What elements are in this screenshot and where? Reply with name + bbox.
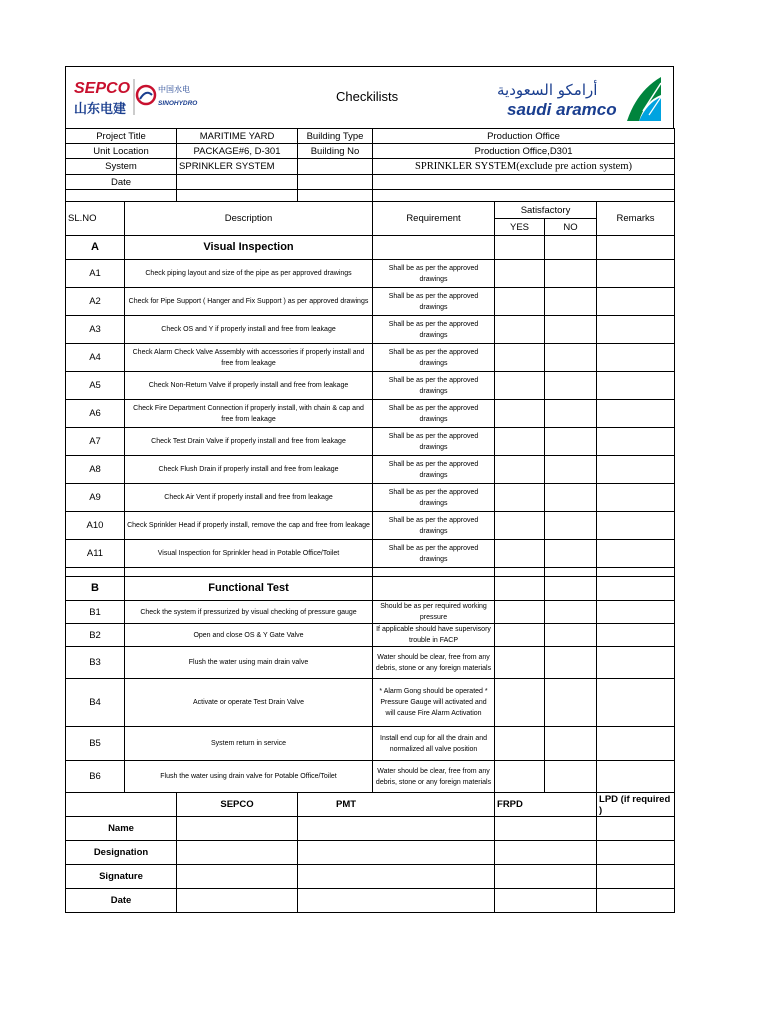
empty-cell: [597, 236, 675, 260]
item-description: Check Flush Drain if properly install and free from leakage: [125, 456, 373, 484]
project-title-value: MARITIME YARD: [177, 129, 298, 144]
system-label: System: [66, 159, 177, 175]
checklist-row: [66, 679, 675, 727]
remarks-cell[interactable]: [597, 647, 675, 679]
item-requirement: Shall be as per the approved drawings: [373, 456, 495, 484]
item-id: A8: [66, 456, 125, 484]
item-id: A3: [66, 316, 125, 344]
signoff-row-label: Designation: [66, 841, 177, 865]
checklist-row: [66, 316, 675, 344]
remarks-cell[interactable]: [597, 484, 675, 512]
empty-cell: [495, 577, 545, 601]
item-requirement: Shall be as per the approved drawings: [373, 372, 495, 400]
yes-cell[interactable]: [495, 624, 545, 647]
spacer-cell: [125, 568, 373, 577]
section-a-rows: [66, 260, 675, 568]
date-label: Date: [66, 175, 177, 190]
unit-location-value: PACKAGE#6, D-301: [177, 144, 298, 159]
col-header-no: NO: [545, 219, 597, 236]
system-blank: [298, 159, 373, 175]
system-value: SPRINKLER SYSTEM: [177, 159, 298, 175]
remarks-cell[interactable]: [597, 288, 675, 316]
spacer-cell: [495, 568, 545, 577]
yes-cell[interactable]: [495, 372, 545, 400]
checklist-row: [66, 761, 675, 793]
checklist-row: [66, 260, 675, 288]
item-requirement: If applicable should have supervisory trouble in FACP: [373, 624, 495, 647]
section-b-title: Functional Test: [125, 577, 373, 601]
yes-cell[interactable]: [495, 400, 545, 428]
remarks-cell[interactable]: [597, 456, 675, 484]
signoff-row-label: Date: [66, 889, 177, 913]
date-value[interactable]: [177, 175, 298, 190]
signoff-field[interactable]: [298, 817, 495, 841]
date-blank-wide: [373, 175, 675, 190]
item-requirement: Shall be as per the approved drawings: [373, 512, 495, 540]
no-cell[interactable]: [545, 679, 597, 727]
checklist-row: [66, 512, 675, 540]
signoff-field[interactable]: [298, 865, 495, 889]
spacer-cell: [177, 190, 298, 202]
item-id: A4: [66, 344, 125, 372]
checklist-row: [66, 428, 675, 456]
item-requirement: Shall be as per the approved drawings: [373, 288, 495, 316]
svg-text:SINOHYDRO: SINOHYDRO: [158, 100, 198, 107]
item-description: Activate or operate Test Drain Valve: [125, 679, 373, 727]
remarks-cell[interactable]: [597, 260, 675, 288]
item-id: B2: [66, 624, 125, 647]
signoff-field[interactable]: [298, 841, 495, 865]
no-cell[interactable]: [545, 260, 597, 288]
remarks-cell[interactable]: [597, 428, 675, 456]
item-description: Check OS and Y if properly install and free from leakage: [125, 316, 373, 344]
yes-cell[interactable]: [495, 428, 545, 456]
item-description: Check Test Drain Valve if properly install and free from leakage: [125, 428, 373, 456]
no-cell[interactable]: [545, 624, 597, 647]
building-no-label: Building No: [298, 144, 373, 159]
col-header-requirement: Requirement: [373, 202, 495, 236]
item-description: System return in service: [125, 727, 373, 761]
checklist-row: [66, 400, 675, 428]
item-requirement: Shall be as per the approved drawings: [373, 540, 495, 568]
svg-text:saudi aramco: saudi aramco: [507, 100, 617, 119]
system-description: SPRINKLER SYSTEM(exclude pre action system): [373, 159, 675, 175]
item-description: Check for Pipe Support ( Hanger and Fix Support ) as per approved drawings: [125, 288, 373, 316]
no-cell[interactable]: [545, 761, 597, 793]
item-requirement: Install end cup for all the drain and normalized all valve position: [373, 727, 495, 761]
item-requirement: Water should be clear, free from any debris, stone or any foreign materials: [373, 647, 495, 679]
spacer-cell: [545, 568, 597, 577]
signoff-field[interactable]: [597, 817, 675, 841]
checklist-row: [66, 647, 675, 679]
svg-text:أرامكو السعودية: أرامكو السعودية: [497, 81, 598, 99]
item-id: B1: [66, 601, 125, 624]
item-requirement: Shall be as per the approved drawings: [373, 344, 495, 372]
signoff-field[interactable]: [597, 889, 675, 913]
item-description: Visual Inspection for Sprinkler head in Potable Office/Toilet: [125, 540, 373, 568]
checklist-row: [66, 484, 675, 512]
yes-cell[interactable]: [495, 647, 545, 679]
signoff-party: FRPD: [495, 793, 597, 817]
empty-cell: [545, 236, 597, 260]
item-id: A2: [66, 288, 125, 316]
section-b-rows: [66, 601, 675, 793]
no-cell[interactable]: [545, 540, 597, 568]
item-requirement: Shall be as per the approved drawings: [373, 400, 495, 428]
item-description: Check Fire Department Connection if properly install, with chain & cap and free from leakage: [125, 400, 373, 428]
checklist-row: [66, 372, 675, 400]
item-id: B3: [66, 647, 125, 679]
no-cell[interactable]: [545, 372, 597, 400]
signoff-field[interactable]: [177, 889, 298, 913]
no-cell[interactable]: [545, 316, 597, 344]
item-id: A10: [66, 512, 125, 540]
signoff-row: [66, 865, 675, 889]
sepco-sinohydro-logo: [72, 75, 202, 119]
remarks-cell[interactable]: [597, 679, 675, 727]
item-id: A11: [66, 540, 125, 568]
section-a-letter: A: [66, 236, 125, 260]
no-cell[interactable]: [545, 512, 597, 540]
item-description: Open and close OS & Y Gate Valve: [125, 624, 373, 647]
remarks-cell[interactable]: [597, 540, 675, 568]
no-cell[interactable]: [545, 727, 597, 761]
signoff-field[interactable]: [495, 889, 597, 913]
item-id: B4: [66, 679, 125, 727]
item-id: A7: [66, 428, 125, 456]
item-description: Flush the water using main drain valve: [125, 647, 373, 679]
signoff-field[interactable]: [597, 841, 675, 865]
item-id: B6: [66, 761, 125, 793]
signoff-row: [66, 817, 675, 841]
item-id: B5: [66, 727, 125, 761]
item-description: Check Alarm Check Valve Assembly with accessories if properly install and free from leakage: [125, 344, 373, 372]
document-title: Checkilists: [336, 89, 399, 104]
checklist-sheet: [65, 66, 674, 913]
signoff-field[interactable]: [495, 841, 597, 865]
col-header-remarks: Remarks: [597, 202, 675, 236]
no-cell[interactable]: [545, 601, 597, 624]
spacer-cell: [597, 568, 675, 577]
signoff-field[interactable]: [597, 865, 675, 889]
remarks-cell[interactable]: [597, 400, 675, 428]
item-description: Check Sprinkler Head if properly install, remove the cap and free from leakage: [125, 512, 373, 540]
yes-cell[interactable]: [495, 260, 545, 288]
yes-cell[interactable]: [495, 484, 545, 512]
item-requirement: Shall be as per the approved drawings: [373, 316, 495, 344]
signoff-party: LPD (if required ): [597, 793, 675, 817]
no-cell[interactable]: [545, 428, 597, 456]
signoff-row: [66, 889, 675, 913]
remarks-cell[interactable]: [597, 372, 675, 400]
remarks-cell[interactable]: [597, 761, 675, 793]
checklist-row: [66, 624, 675, 647]
signoff-field[interactable]: [177, 817, 298, 841]
yes-cell[interactable]: [495, 288, 545, 316]
spacer-cell: [66, 190, 177, 202]
section-a-title: Visual Inspection: [125, 236, 373, 260]
checklist-row: [66, 456, 675, 484]
item-requirement: Shall be as per the approved drawings: [373, 428, 495, 456]
remarks-cell[interactable]: [597, 601, 675, 624]
item-description: Check Air Vent if properly install and free from leakage: [125, 484, 373, 512]
item-description: Flush the water using drain valve for Potable Office/Toilet: [125, 761, 373, 793]
spacer-cell: [373, 568, 495, 577]
building-type-label: Building Type: [298, 129, 373, 144]
signoff-field[interactable]: [495, 817, 597, 841]
yes-cell[interactable]: [495, 679, 545, 727]
date-blank: [298, 175, 373, 190]
yes-cell[interactable]: [495, 316, 545, 344]
signoff-field[interactable]: [177, 841, 298, 865]
checklist-row: [66, 540, 675, 568]
col-header-description: Description: [125, 202, 373, 236]
item-id: A6: [66, 400, 125, 428]
empty-cell: [495, 236, 545, 260]
remarks-cell[interactable]: [597, 316, 675, 344]
project-title-label: Project Title: [66, 129, 177, 144]
svg-text:山东电建: 山东电建: [74, 102, 127, 117]
signoff-corner: [66, 793, 177, 817]
item-description: Check the system if pressurized by visual checking of pressure gauge: [125, 601, 373, 624]
signoff-row-label: Name: [66, 817, 177, 841]
building-no-value: Production Office,D301: [373, 144, 675, 159]
checklist-row: [66, 288, 675, 316]
item-requirement: Should be as per required working pressure: [373, 601, 495, 624]
no-cell[interactable]: [545, 484, 597, 512]
checklist-table: [65, 128, 675, 913]
signoff-row-label: Signature: [66, 865, 177, 889]
col-header-satisfactory: Satisfactory: [495, 202, 597, 219]
no-cell[interactable]: [545, 647, 597, 679]
remarks-cell[interactable]: [597, 727, 675, 761]
item-requirement: * Alarm Gong should be operated * Pressure Gauge will activated and will cause Fire Alarm Activation: [373, 679, 495, 727]
item-requirement: Shall be as per the approved drawings: [373, 260, 495, 288]
remarks-cell[interactable]: [597, 344, 675, 372]
item-id: A1: [66, 260, 125, 288]
building-type-value: Production Office: [373, 129, 675, 144]
col-header-slno: SL.NO: [66, 202, 125, 236]
empty-cell: [597, 577, 675, 601]
no-cell[interactable]: [545, 400, 597, 428]
checklist-row: [66, 601, 675, 624]
item-id: A9: [66, 484, 125, 512]
spacer-cell: [66, 568, 125, 577]
yes-cell[interactable]: [495, 601, 545, 624]
item-requirement: Water should be clear, free from any debris, stone or any foreign materials: [373, 761, 495, 793]
no-cell[interactable]: [545, 344, 597, 372]
signoff-field[interactable]: [495, 865, 597, 889]
checklist-row: [66, 344, 675, 372]
document-header: [65, 66, 674, 128]
col-header-yes: YES: [495, 219, 545, 236]
yes-cell[interactable]: [495, 344, 545, 372]
item-description: Check Non-Return Valve if properly install and free from leakage: [125, 372, 373, 400]
yes-cell[interactable]: [495, 456, 545, 484]
remarks-cell[interactable]: [597, 512, 675, 540]
section-b-letter: B: [66, 577, 125, 601]
no-cell[interactable]: [545, 456, 597, 484]
yes-cell[interactable]: [495, 727, 545, 761]
svg-text:中国水电: 中国水电: [158, 85, 190, 94]
signoff-row: [66, 841, 675, 865]
checklist-row: [66, 727, 675, 761]
item-id: A5: [66, 372, 125, 400]
remarks-cell[interactable]: [597, 624, 675, 647]
signoff-party: SEPCO: [177, 793, 298, 817]
yes-cell[interactable]: [495, 512, 545, 540]
spacer-cell: [373, 190, 675, 202]
spacer-cell: [298, 190, 373, 202]
item-requirement: Shall be as per the approved drawings: [373, 484, 495, 512]
signoff-party: PMT: [298, 793, 495, 817]
svg-text:SEPCO: SEPCO: [74, 80, 131, 97]
empty-cell: [373, 577, 495, 601]
item-description: Check piping layout and size of the pipe as per approved drawings: [125, 260, 373, 288]
signoff-field[interactable]: [298, 889, 495, 913]
no-cell[interactable]: [545, 288, 597, 316]
empty-cell: [373, 236, 495, 260]
unit-location-label: Unit Location: [66, 144, 177, 159]
saudi-aramco-logo: [495, 71, 665, 125]
signoff-block: [66, 793, 675, 913]
empty-cell: [545, 577, 597, 601]
signoff-field[interactable]: [177, 865, 298, 889]
yes-cell[interactable]: [495, 761, 545, 793]
yes-cell[interactable]: [495, 540, 545, 568]
